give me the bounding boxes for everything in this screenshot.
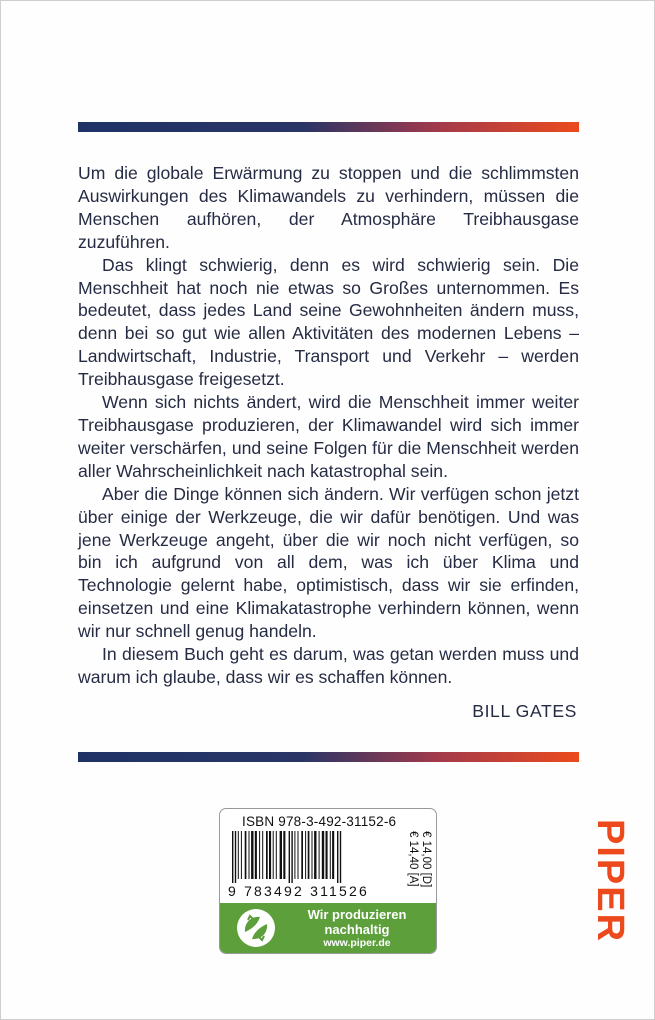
publisher-logo — [589, 819, 631, 959]
sustainability-line-2: nachhaltig — [324, 922, 390, 937]
bottom-gradient-bar — [78, 752, 579, 762]
recycle-leaves-icon — [236, 908, 276, 948]
sustainability-line-1: Wir produzieren — [307, 907, 407, 922]
blurb-paragraph-2: Das klingt schwierig, denn es wird schwierig sein. Die Menschheit hat noch nie etwas so Großes unternommen. Es bedeutet, dass jedes Land seine Gewohnheiten ändern muss, denn bei so gut wie allen Aktivitäten des modernen Lebens – Landwirtschaft, Industrie, Transport und Verkehr – werden Treibhausgase freigesetzt. — [78, 254, 579, 390]
price-austria: € 14,40 [A] — [407, 831, 419, 887]
price-column — [404, 829, 436, 899]
sustainability-badge — [220, 903, 436, 953]
barcode-label — [219, 808, 437, 954]
blurb-paragraph-5: In diesem Buch geht es darum, was getan werden muss und warum ich glaube, dass wir es schaffen können. — [78, 644, 579, 687]
sustainability-text — [286, 907, 428, 937]
blurb-paragraph-4: Aber die Dinge können sich ändern. Wir verfügen schon jetzt über einige der Werkzeuge, die wir dafür benötigen. Und was jene Werkzeuge angeht, über die wir noch nicht verfügen, so bin ich aufgrund von all dem, was ich über Klima und Technologie gelernt habe, optimistisch, dass wir sie erfinden, einsetzen und eine Klimakatastrophe verhindern können, wenn wir nur schnell genug handeln. — [78, 483, 579, 642]
barcode-digits: 9 783492 311526 — [228, 883, 369, 899]
blurb-text — [78, 162, 579, 689]
publisher-name: PIPER — [589, 819, 631, 944]
author-name: BILL GATES — [472, 701, 577, 721]
isbn-text: ISBN 978-3-492-31152-6 — [242, 814, 397, 829]
blurb-paragraph-1: Um die globale Erwärmung zu stoppen und die schlimmsten Auswirkungen des Klimawandels zu verhindern, müssen die Menschen aufhören, der Atmosphäre Treibhausgase zuzuführen. — [78, 163, 579, 252]
price-germany: € 14,00 [D] — [420, 831, 432, 888]
publisher-url: www.piper.de — [323, 937, 391, 949]
top-gradient-bar — [78, 122, 579, 132]
barcode-icon — [230, 831, 402, 883]
blurb-paragraph-3: Wenn sich nichts ändert, wird die Menschheit immer weiter Treibhausgase produzieren, der Klimawandel wird sich immer weiter verschärfen, und seine Folgen für die Menschheit werden aller Wahrscheinlichkeit nach katastrophal sein. — [78, 392, 579, 481]
